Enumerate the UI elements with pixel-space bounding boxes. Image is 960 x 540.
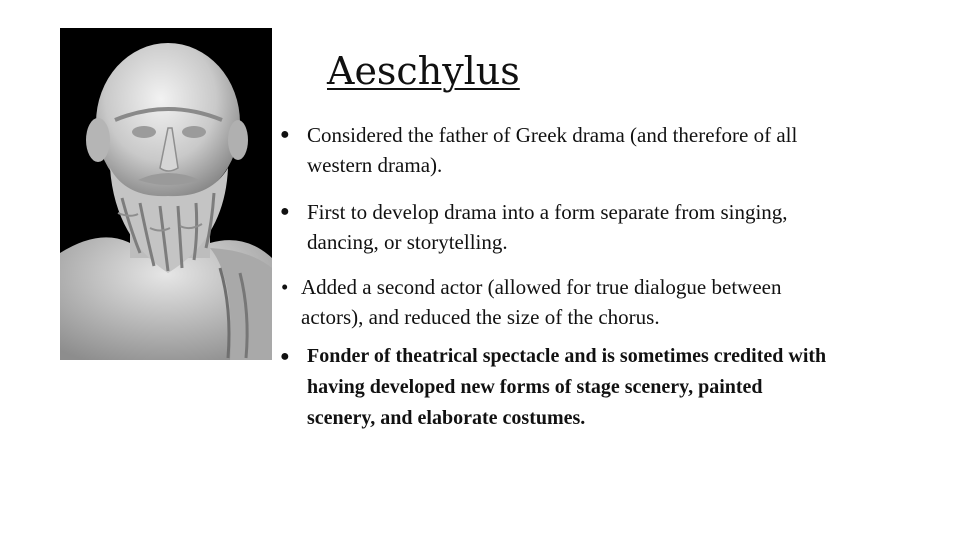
bullet-marker: ● [280, 126, 290, 143]
bullet-line: First to develop drama into a form separate from singing, [307, 200, 788, 224]
bullet-line: actors), and reduced the size of the chorus. [301, 305, 660, 329]
bullet-line: Considered the father of Greek drama (and therefore of all [307, 123, 798, 147]
bullet-line: western drama). [307, 153, 443, 177]
bullet-marker: ● [280, 203, 290, 220]
bullet-marker: ● [280, 348, 290, 365]
bullet-line: dancing, or storytelling. [307, 230, 508, 254]
slide-title: Aeschylus [327, 49, 520, 93]
bullet-text [307, 197, 788, 257]
bullet-line: scenery, and elaborate costumes. [307, 407, 586, 429]
bullet-text [301, 272, 781, 332]
bullet-text [307, 120, 797, 180]
bullet-line: having developed new forms of stage scenery, painted [307, 376, 763, 398]
bullet-text [307, 341, 826, 434]
bullet-marker: • [281, 275, 289, 299]
bullet-line: Added a second actor (allowed for true dialogue between [301, 275, 782, 299]
bullet-line: Fonder of theatrical spectacle and is sometimes credited with [307, 345, 827, 367]
